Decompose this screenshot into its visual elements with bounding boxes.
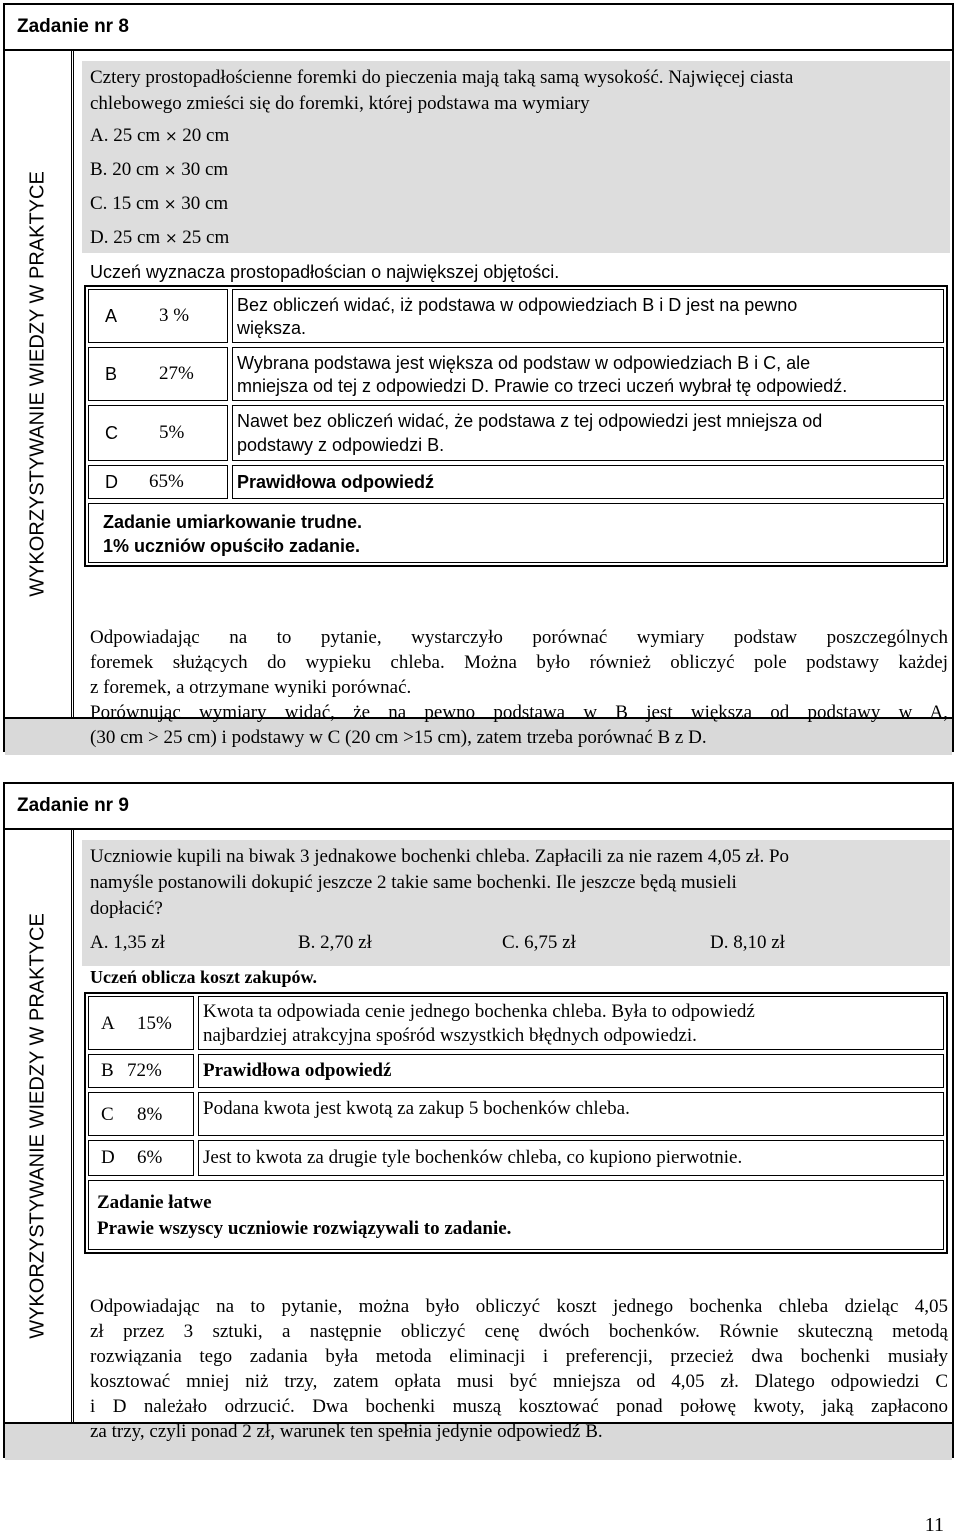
answer-comment-a — [198, 996, 944, 1050]
answer-comment-c — [198, 1092, 944, 1136]
task-9 — [3, 782, 954, 1458]
page-number: 11 — [924, 1514, 944, 1536]
answer-comment-d — [232, 465, 944, 499]
comment-line-2: większa. — [237, 318, 307, 338]
skill-statement: Uczeń wyznacza prostopadłościan o największej objętości. — [90, 262, 560, 282]
option-b — [90, 157, 228, 183]
answer-letter: D — [105, 472, 118, 492]
comment-line-1: Kwota ta odpowiada cenie jednego bochenka chleba. Była to odpowiedź — [203, 1001, 755, 1022]
commentary — [90, 625, 948, 750]
side-label-box — [5, 830, 72, 1422]
answer-row-b — [88, 347, 228, 401]
skill-statement: Uczeń oblicza koszt zakupów. — [90, 967, 317, 987]
times-symbol: × — [164, 127, 178, 145]
option-d — [90, 225, 229, 251]
commentary-line: rozwiązania tego zadania była metoda eliminacji i preferencji, przecież dwa bochenki musiały — [90, 1346, 948, 1367]
side-label: WYKORZYSTYWANIE WIEDZY W PRAKTYCE — [26, 171, 49, 597]
task-9-body — [5, 830, 952, 1442]
answer-row-d — [88, 1140, 194, 1176]
times-symbol: × — [164, 229, 178, 247]
answer-comment-b — [232, 347, 944, 401]
commentary — [90, 1294, 948, 1444]
option-dim-1: 15 cm — [112, 193, 160, 214]
answer-comment-a — [232, 289, 944, 343]
comment-line-1: Podana kwota jest kwotą za zakup 5 bochenków chleba. — [203, 1098, 630, 1119]
answer-percent: 3 % — [159, 305, 190, 326]
commentary-line: Odpowiadając na to pytanie, wystarczyło porównać wymiary podstaw poszczególnych — [90, 627, 948, 648]
answer-letter: B — [105, 364, 118, 384]
times-symbol: × — [163, 161, 177, 179]
task-8-title: Zadanie nr 8 — [5, 5, 952, 51]
option-dim-2: 25 cm — [182, 227, 230, 248]
answer-comment-b — [198, 1054, 944, 1088]
option-a: A. 1,35 zł — [90, 932, 165, 953]
times-symbol: × — [163, 195, 177, 213]
answer-percent: 72% — [127, 1060, 162, 1081]
option-b: B. 2,70 zł — [298, 932, 372, 953]
option-c — [90, 191, 228, 217]
answer-comment-d — [198, 1140, 944, 1176]
question-line-1: Uczniowie kupili na biwak 3 jednakowe bochenki chleba. Zapłacili za nie razem 4,05 zł. Po — [90, 846, 790, 867]
comment-line-1: Bez obliczeń widać, iż podstawa w odpowiedziach B i D jest na pewno — [237, 295, 798, 315]
answer-row-c — [88, 1092, 194, 1136]
answer-percent: 8% — [137, 1104, 163, 1125]
answer-row-d — [88, 465, 228, 499]
comment-line-2: mniejsza od tej z odpowiedzi D. Prawie co trzeci uczeń wybrał tę odpowiedź. — [237, 376, 848, 396]
answer-percent: 27% — [159, 363, 194, 384]
option-letter: B. — [90, 159, 108, 180]
answer-row-c — [88, 405, 228, 461]
answer-percent: 5% — [159, 422, 185, 443]
answer-letter: B — [101, 1060, 114, 1081]
comment-line-1: Nawet bez obliczeń widać, że podstawa z tej odpowiedzi jest mniejsza od — [237, 411, 823, 431]
commentary-line: (30 cm > 25 cm) i podstawy w C (20 cm >15 cm), zatem trzeba porównać B z D. — [90, 727, 707, 748]
skipped-label: 1% uczniów opuściło zadanie. — [103, 536, 361, 556]
answer-letter: C — [101, 1104, 114, 1125]
difficulty-label: Zadanie umiarkowanie trudne. — [103, 512, 363, 532]
comment-line-1: Jest to kwota za drugie tyle bochenków chleba, co kupiono pierwotnie. — [203, 1147, 743, 1168]
task-9-title: Zadanie nr 9 — [5, 784, 952, 830]
task-8-body — [5, 51, 952, 748]
answer-percent: 6% — [137, 1147, 163, 1168]
answer-row-a — [88, 996, 194, 1050]
question-line-3: dopłacić? — [90, 898, 163, 919]
option-a — [90, 123, 229, 149]
option-c: C. 6,75 zł — [502, 932, 576, 953]
answer-table — [84, 992, 948, 1254]
answer-percent: 15% — [137, 1013, 172, 1034]
option-letter: A. — [90, 125, 109, 146]
answer-letter: D — [101, 1147, 115, 1168]
side-label: WYKORZYSTYWANIE WIEDZY W PRAKTYCE — [26, 913, 49, 1339]
question-line-2: namyśle postanowili dokupić jeszcze 2 takie same bochenki. Ile jeszcze będą musieli — [90, 872, 737, 893]
correct-answer-label: Prawidłowa odpowiedź — [203, 1060, 392, 1081]
option-dim-2: 30 cm — [181, 193, 229, 214]
commentary-line: zł przez 3 sztuki, a następnie obliczyć cenę dwóch bochenków. Równie skuteczną metodą — [90, 1321, 948, 1342]
task-9-content — [73, 830, 950, 1442]
option-letter: D. — [90, 227, 109, 248]
option-dim-1: 20 cm — [112, 159, 160, 180]
task-8-content — [73, 51, 950, 748]
option-dim-1: 25 cm — [113, 125, 161, 146]
answer-percent: 65% — [149, 471, 184, 492]
answer-comment-c — [232, 405, 944, 461]
commentary-line: foremek służących do wypieku chleba. Można było również obliczyć pole podstawy każdej — [90, 652, 948, 673]
option-letter: C. — [90, 193, 108, 214]
difficulty-label: Zadanie łatwe — [97, 1192, 212, 1213]
answer-letter: A — [105, 306, 118, 326]
summary-label: Prawie wszyscy uczniowie rozwiązywali to zadanie. — [97, 1218, 512, 1239]
option-dim-2: 20 cm — [182, 125, 230, 146]
difficulty-summary — [88, 1180, 944, 1250]
difficulty-summary — [88, 503, 944, 563]
option-d: D. 8,10 zł — [710, 932, 785, 953]
answer-row-a — [88, 289, 228, 343]
answer-letter: A — [101, 1013, 115, 1034]
task-8 — [3, 3, 954, 752]
question-line-2: chlebowego zmieści się do foremki, której podstawa ma wymiary — [90, 93, 590, 114]
commentary-line: za trzy, czyli ponad 2 zł, warunek ten spełnia jedynie odpowiedź B. — [90, 1421, 603, 1442]
question-line-1: Cztery prostopadłościenne foremki do pieczenia mają taką samą wysokość. Najwięcej ciasta — [90, 67, 794, 88]
correct-answer-label: Prawidłowa odpowiedź — [237, 472, 435, 492]
answer-table — [84, 285, 948, 567]
commentary-line: Porównując wymiary widać, że na pewno podstawa w B jest większa od podstawy w A, — [90, 702, 948, 723]
side-label-box — [5, 51, 72, 717]
option-dim-2: 30 cm — [181, 159, 229, 180]
answer-row-b — [88, 1054, 194, 1088]
comment-line-2: najbardziej atrakcyjna spośród wszystkich błędnych odpowiedzi. — [203, 1025, 697, 1046]
comment-line-2: podstawy z odpowiedzi B. — [237, 435, 445, 455]
commentary-line: Odpowiadając na to pytanie, można było obliczyć koszt jednego bochenka chleba dzieląc 4,05 — [90, 1296, 948, 1317]
answer-letter: C — [105, 423, 118, 443]
commentary-line: z foremek, a otrzymane wyniki porównać. — [90, 677, 412, 698]
option-dim-1: 25 cm — [113, 227, 161, 248]
commentary-line: i D należało odrzucić. Dwa bochenki muszą kosztować ponad połowę kwoty, jaką zapłacono — [90, 1396, 948, 1417]
commentary-line: kosztować mniej niż trzy, zatem opłata musi być mniejsza od 4,05 zł. Dlatego odpowiedzi C — [90, 1371, 948, 1392]
comment-line-1: Wybrana podstawa jest większa od podstaw w odpowiedziach B i C, ale — [237, 353, 811, 373]
